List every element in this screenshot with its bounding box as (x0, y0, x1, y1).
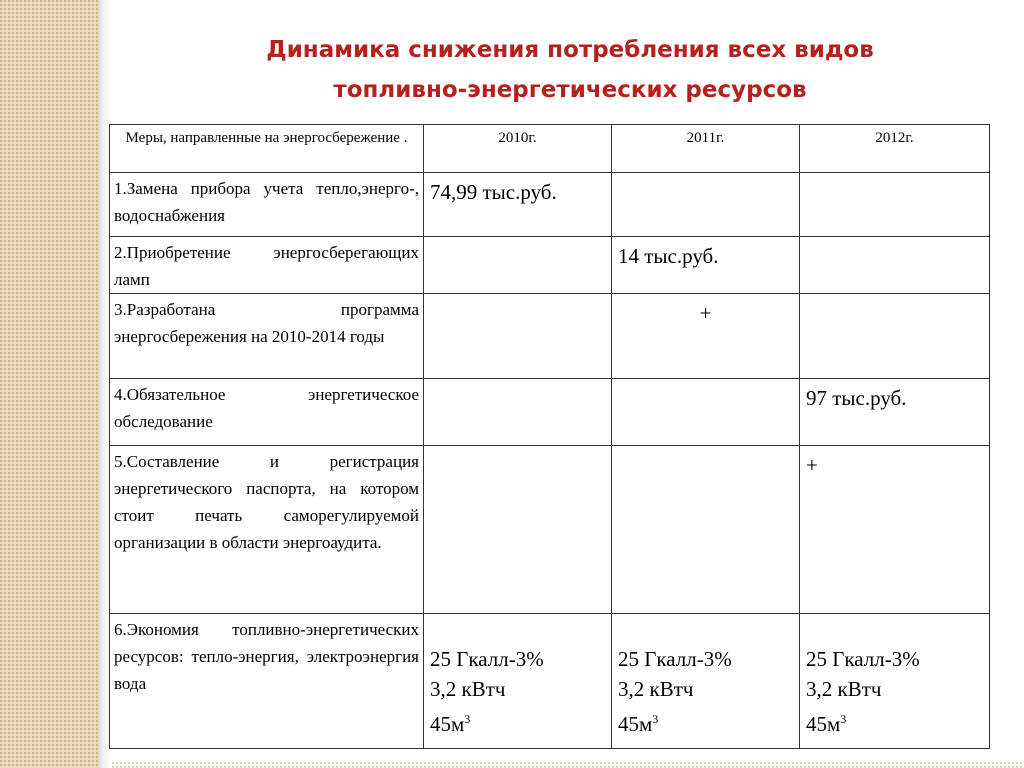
decorative-bottom-border (112, 762, 1024, 768)
value-cell-2010 (424, 379, 612, 446)
table-row (110, 614, 990, 749)
value-cell-2010 (424, 614, 612, 749)
value-cell-2011 (612, 379, 800, 446)
value-cell-2012 (800, 237, 990, 294)
value-cell-2010 (424, 237, 612, 294)
page-title-line-2: топливно-энергетических ресурсов (333, 77, 807, 103)
savings-water-2010: $45м^3$ (430, 712, 471, 736)
savings-electricity-2010: 3,2 кВтч (430, 677, 506, 701)
value-cell-2012: + (800, 446, 990, 614)
savings-heat-2012: 25 Гкалл-3% (806, 647, 920, 671)
page-title-line-1: Динамика снижения потребления всех видов (266, 37, 874, 63)
decorative-left-strip (0, 0, 98, 768)
table-header-row (110, 125, 990, 173)
measure-cell: 1.Замена прибора учета тепло,энерго-, водоснабжения (110, 173, 424, 237)
savings-electricity-2012: 3,2 кВтч (806, 677, 882, 701)
savings-heat-2010: 25 Гкалл-3% (430, 647, 544, 671)
value-cell-2011: + (612, 294, 800, 379)
measure-cell: 2.Приобретение энергосберегающих ламп (110, 237, 424, 294)
value-cell-2012 (800, 173, 990, 237)
value-cell-2010: 74,99 тыс.руб. (424, 173, 612, 237)
value-cell-2012 (800, 614, 990, 749)
savings-heat-2011: 25 Гкалл-3% (618, 647, 732, 671)
measure-cell: 4.Обязательное энергетическое обследование (110, 379, 424, 446)
value-cell-2010 (424, 294, 612, 379)
value-cell-2012: 97 тыс.руб. (800, 379, 990, 446)
measure-cell: 5.Составление и регистрация энергетического паспорта, на котором стоит печать саморегулируемой организации в области энергоаудита. (110, 446, 424, 614)
value-cell-2012 (800, 294, 990, 379)
savings-water-2012: $45м^3$ (806, 712, 847, 736)
energy-measures-table (109, 124, 990, 749)
header-2012: 2012г. (800, 125, 990, 173)
header-2011: 2011г. (612, 125, 800, 173)
value-cell-2011 (612, 446, 800, 614)
savings-water-2011: $45м^3$ (618, 712, 659, 736)
table-row (110, 237, 990, 294)
measure-cell: 6.Экономия топливно-энергетических ресурсов: тепло-энергия, электроэнергия вода (110, 614, 424, 749)
table-row (110, 446, 990, 614)
header-measures: Меры, направленные на энергосбережение . (110, 125, 424, 173)
savings-electricity-2011: 3,2 кВтч (618, 677, 694, 701)
value-cell-2011 (612, 173, 800, 237)
table-row (110, 294, 990, 379)
value-cell-2010 (424, 446, 612, 614)
measure-cell: 3.Разработана программа энергосбережения на 2010-2014 годы (110, 294, 424, 379)
value-cell-2011 (612, 614, 800, 749)
value-cell-2011: 14 тыс.руб. (612, 237, 800, 294)
table-row (110, 173, 990, 237)
page-title (140, 30, 1000, 110)
table-row (110, 379, 990, 446)
header-2010: 2010г. (424, 125, 612, 173)
